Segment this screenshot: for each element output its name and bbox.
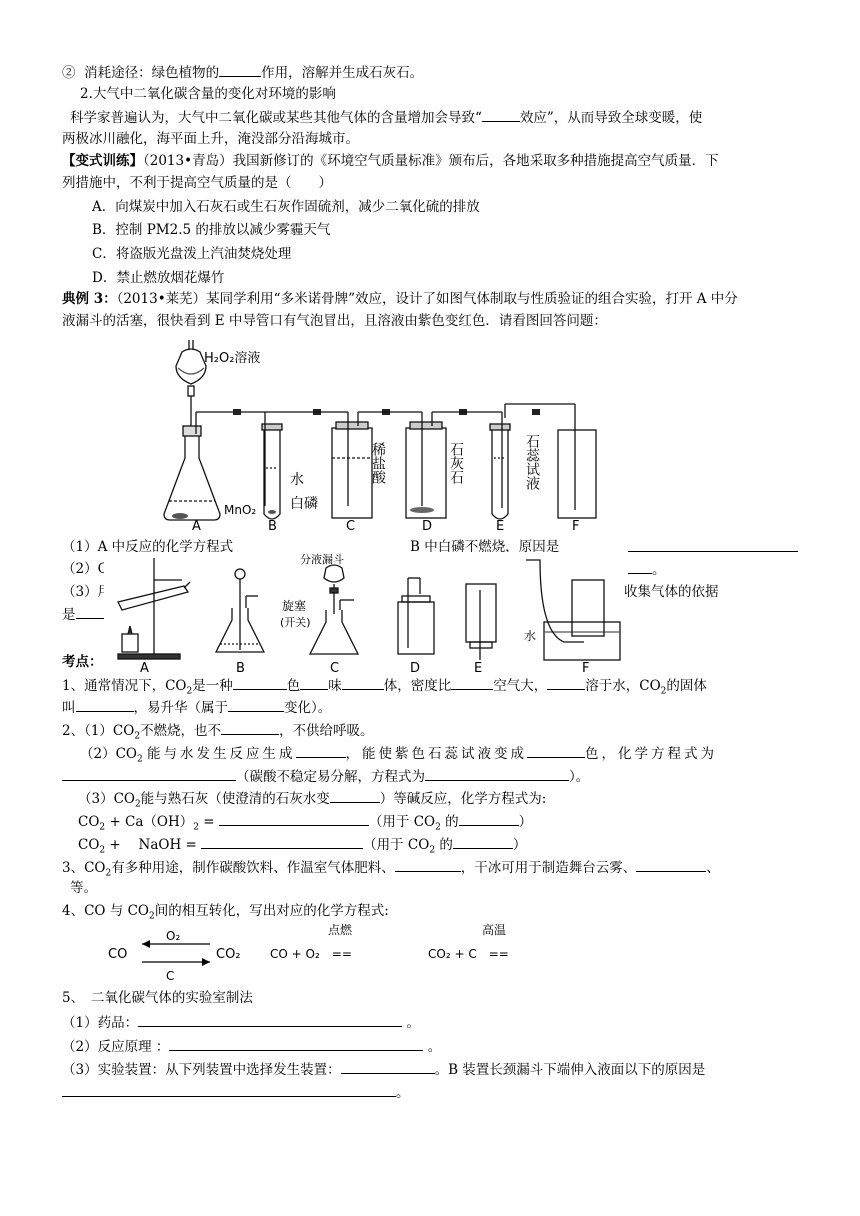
variant-question [62, 151, 719, 171]
line-text: 味 [328, 678, 342, 694]
line-text: 能与熟石灰（使澄清的石灰水变 [140, 791, 330, 807]
equation-naoh: $CO_2$ + NaOH = （用于 $CO_2$ 的 ） [78, 834, 526, 861]
answer-blank[interactable] [628, 559, 652, 574]
co-label: CO [108, 947, 128, 962]
question-1-blank[interactable] [628, 537, 798, 558]
line-text: ）等碱反应，化学方程式为: [379, 791, 547, 807]
question-3-cont [62, 604, 106, 625]
h2o2-label: H₂O₂溶液 [204, 351, 261, 366]
question-text: （1）A 中反应的化学方程式 [62, 539, 234, 555]
line-text: 是 [62, 607, 76, 623]
line-text: 色 [286, 678, 301, 694]
switch-label: (开关) [280, 616, 311, 629]
apparatus-figure [160, 338, 600, 534]
line-text: 。 [396, 1085, 410, 1101]
line-text: （用于 CO [368, 814, 436, 830]
line-text: 空气大， [493, 678, 548, 694]
answer-blank[interactable] [296, 743, 346, 758]
device-d [398, 578, 434, 654]
point-1-cont [62, 697, 331, 718]
line-text: 2、（1）CO [62, 723, 135, 739]
answer-blank[interactable] [395, 857, 461, 872]
question-3-tail: 收集气体的依据 [624, 584, 719, 600]
option-b: B．控制 PM2.5 的排放以减少雾霾天气 [92, 222, 331, 238]
limestone-label: 石灰石 [448, 442, 464, 484]
answer-blank[interactable] [300, 675, 328, 690]
line-text: 间的相互转化，写出对应的化学方程式: [154, 903, 389, 919]
device-e [466, 584, 496, 660]
line-text: 是一种 [192, 678, 233, 694]
trough-water-label: 水 [524, 629, 537, 643]
option-d: D．禁止燃放烟花爆竹 [92, 270, 225, 286]
line-text: 。B 装置长颈漏斗下端伸入液面以下的原因是 [434, 1062, 706, 1078]
separatory-funnel [176, 340, 206, 426]
answer-blank[interactable] [169, 1036, 423, 1051]
question-2-line: （2）C [62, 561, 108, 577]
line-text: （2）CO [80, 746, 137, 762]
fig1-label-d: D [422, 519, 433, 534]
answer-blank[interactable] [527, 743, 585, 758]
variant-label: 【变式训练】 [62, 153, 143, 169]
fig2-label-f: F [582, 661, 590, 676]
device-a [118, 558, 190, 659]
point-3-cont: 等。 [70, 880, 97, 896]
question-text: （2013•青岛）我国新修订的《环境空气质量标准》颁布后，各地采取多种措施提高空气质量．下 [143, 153, 719, 169]
apparatus-cont [62, 1082, 410, 1103]
variant-question-cont: 列措施中，不利于提高空气质量的是（ ） [62, 175, 332, 191]
answer-blank[interactable] [233, 675, 287, 690]
answer-blank[interactable] [342, 675, 384, 690]
point-2-2-cont [62, 766, 589, 787]
mno2-label: MnO₂ [224, 503, 257, 517]
line-text: 科学家普遍认为，大气中二氧化碳或某些其他气体的含量增加会导致“ [70, 110, 482, 126]
answer-blank[interactable] [425, 766, 569, 781]
line-text: （1）药品： [62, 1015, 139, 1031]
line-text: （3）CO [78, 791, 135, 807]
answer-blank[interactable] [482, 107, 520, 122]
kaodian-label: 考点： [62, 654, 103, 670]
line-text: 。 [427, 1039, 442, 1055]
fig1-label-e: E [496, 519, 505, 534]
co2-label: CO₂ [216, 947, 241, 962]
line-text: 效应”，从而导致全球变暖，使 [519, 110, 703, 126]
line-text: 不燃烧，也不 [140, 723, 222, 739]
c-label: C [166, 969, 175, 983]
fig2-label-a: A [140, 661, 149, 676]
line-text: （2）反应原理 ： [62, 1039, 170, 1055]
point-2-1-line: 2、$(1)CO_2$不燃烧，也不 ，不供给呼吸。 [62, 720, 374, 747]
question-text: （2013•莱芜）某同学利用“多米诺骨牌”效应，设计了如图气体制取与性质验证的组合实验，打开 A 中分 [116, 291, 738, 307]
point-1-line: 1、通常情况下，$CO_2$是一种 色 味 体，密度比 空气大， 溶于水，$CO_2$的固体 [62, 675, 707, 702]
fig1-label-a: A [192, 519, 201, 534]
line-text: CO [78, 814, 100, 830]
fig2-label-c: C [330, 661, 340, 676]
principle-line [62, 1036, 441, 1057]
example-question [62, 289, 738, 309]
fig2-label-b: B [236, 661, 245, 676]
stopcock-label: 旋塞 [282, 599, 307, 613]
point-5-title: 5、 二氧化碳气体的实验室制法 [62, 990, 253, 1006]
equation-ca-oh: $CO_2 + Ca(OH)_2$ = （用于 $CO_2$ 的 ） [78, 811, 532, 838]
line-text: ，干冰可用于制造舞台云雾、 [460, 860, 637, 876]
line-text: 的 [435, 837, 453, 853]
line-text: 变化）。 [284, 700, 332, 716]
line-text: ，不供给呼吸。 [279, 723, 374, 739]
line-text: （3）实验装置：从下列装置中选择发生装置： [62, 1062, 341, 1078]
answer-blank[interactable] [453, 834, 513, 849]
arrow-head-right [202, 958, 210, 966]
question-text: B 中白磷不燃烧，原因是 [410, 539, 560, 555]
co-co2-conversion [100, 922, 530, 984]
line-text: + Ca（OH） [105, 814, 194, 830]
funnel-label: 分液漏斗 [300, 553, 344, 566]
answer-blank[interactable] [636, 857, 706, 872]
o2-label: O₂ [166, 929, 181, 943]
equation-co-o2: CO + O₂ == [270, 947, 352, 961]
arrow-head-left [142, 940, 150, 948]
option-c: C．将盗版光盘泼上汽油焚烧处理 [92, 246, 292, 262]
paragraph-line [70, 107, 702, 128]
section-2-title: 2.大气中二氧化碳含量的变化对环境的影响 [80, 86, 336, 102]
line-text: 有多种用途，制作碳酸饮料、作温室气体肥料、 [111, 860, 395, 876]
line-text: （用于 CO [363, 837, 430, 853]
answer-blank[interactable] [201, 834, 363, 849]
fig1-label-f: F [572, 519, 580, 534]
high-temp-label: 高温 [482, 923, 507, 937]
line-text: CO [78, 837, 100, 853]
answer-blank[interactable] [547, 675, 585, 690]
line-text: 作用，溶解并生成石灰石。 [261, 65, 424, 81]
line-text: 的固体 [666, 678, 707, 694]
line-text: （碳酸不稳定易分解，方程式为 [236, 769, 425, 785]
bottle-f [558, 404, 596, 518]
option-a: A．向煤炭中加入石灰石或生石灰作固硫剂，减少二氧化硫的排放 [92, 199, 480, 215]
dilute-hcl-label: 稀盐酸 [370, 442, 386, 484]
question-2-end [628, 559, 666, 580]
paragraph-line: 两极冰川融化，海平面上升，淹没部分沿海城市。 [62, 131, 359, 147]
line-text: 1、通常情况下，CO [62, 678, 187, 694]
fig1-label-b: B [268, 519, 277, 534]
point-4-line: 4、CO 与 $CO_2$间的相互转化，写出对应的化学方程式: [62, 903, 389, 922]
answer-blank[interactable] [451, 675, 493, 690]
line-text: 4、CO 与 CO [62, 903, 149, 919]
apparatus-line [62, 1059, 705, 1080]
device-f [526, 560, 620, 660]
line-text: 叫 [62, 700, 76, 716]
answer-blank[interactable] [76, 604, 106, 619]
fig2-label-d: D [410, 661, 421, 676]
line-text: 的 [440, 814, 459, 830]
point-3-line: 3、$CO_2$有多种用途，制作碳酸饮料、作温室气体肥料、 ，干冰可用于制造舞台云雾、 、 [62, 857, 720, 884]
device-c [310, 565, 358, 654]
answer-blank[interactable] [459, 811, 519, 826]
circled-number: ② [62, 65, 76, 81]
reagents-line [62, 1012, 420, 1033]
line-text: 。 [652, 562, 666, 578]
point-2-3-line: $(3)CO_2$能与熟石灰（使澄清的石灰水变 ）等碱反应，化学方程式为: [78, 788, 546, 815]
answer-blank[interactable] [138, 1012, 402, 1027]
line-text: ） [512, 837, 527, 853]
litmus-label: 石蕊试液 [524, 434, 540, 490]
line-text: 体，密度比 [383, 678, 452, 694]
answer-blank[interactable] [76, 697, 134, 712]
question-3-line: （3）用 [62, 584, 112, 600]
line-text: ）。 [569, 769, 590, 785]
line-text: 溶于水，CO [585, 678, 661, 694]
answer-blank[interactable] [341, 1059, 435, 1074]
answer-blank[interactable] [628, 537, 798, 552]
fig2-label-e: E [474, 661, 483, 676]
equation-co2-c: CO₂ + C == [428, 947, 509, 961]
answer-blank[interactable] [330, 788, 380, 803]
line-text: 消耗途径：绿色植物的 [84, 65, 220, 81]
point-2-2-line: $(2)CO_2$ 能与水发生反应生成 ，能使紫色石蕊试液变成 色，化学方程式为 [80, 743, 717, 770]
fig1-label-c: C [346, 519, 356, 534]
device-b [216, 569, 264, 652]
line-text: 3、CO [62, 860, 106, 876]
white-phosphorus-label: 白磷 [290, 496, 318, 512]
gas-devices-figure [104, 552, 624, 676]
line-text: 。 [406, 1015, 420, 1031]
line-text: 色，化学方程式为 [585, 746, 718, 762]
water-label: 水 [290, 472, 304, 488]
line-text: ） [518, 814, 533, 830]
answer-blank[interactable] [62, 766, 236, 781]
consumption-line [62, 62, 423, 83]
answer-blank[interactable] [228, 697, 284, 712]
line-text: = [199, 814, 219, 830]
answer-blank[interactable] [219, 811, 369, 826]
ignite-label: 点燃 [328, 923, 353, 937]
line-text: ，易升华（属于 [133, 700, 228, 716]
line-text: 、 [706, 860, 720, 876]
answer-blank[interactable] [62, 1082, 396, 1097]
example-label: 典例 3： [62, 291, 117, 307]
answer-blank[interactable] [221, 720, 279, 735]
answer-blank[interactable] [219, 62, 261, 77]
line-text: + NaOH = [105, 837, 202, 853]
line-text: 能与水发生反应生成 [147, 746, 296, 762]
line-text: ，能使紫色石蕊试液变成 [345, 746, 528, 762]
example-question-cont: 液漏斗的活塞，很快看到 E 中导管口有气泡冒出，且溶液由紫色变红色．请看图回答问题： [62, 313, 607, 329]
